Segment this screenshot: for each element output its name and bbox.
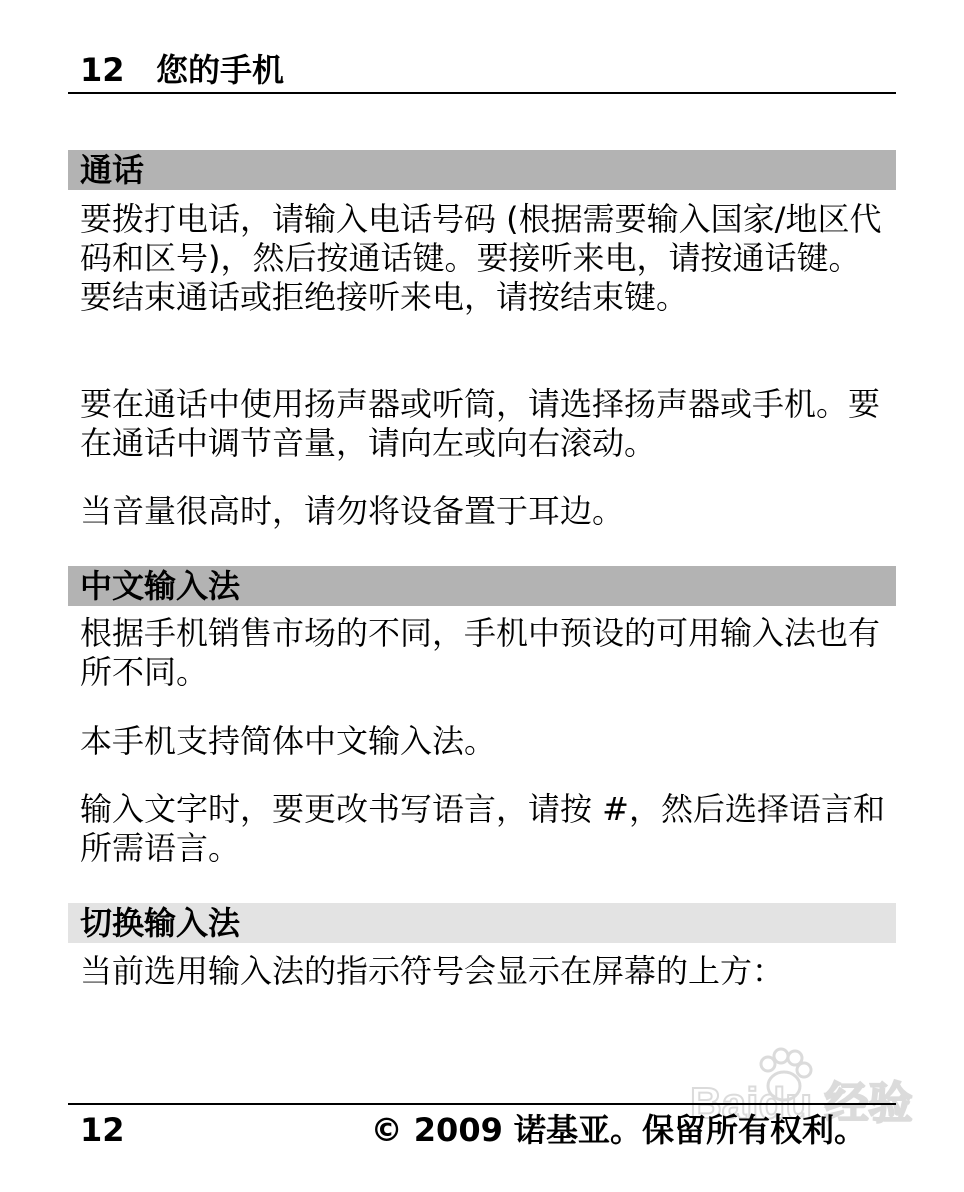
footer-page-number: 12 <box>80 1111 125 1149</box>
page-header <box>68 48 896 94</box>
section-title-switch-input: 切换输入法 <box>68 903 896 943</box>
input-paragraph-1: 根据手机销售市场的不同，手机中预设的可用输入法也有所不同。 <box>80 614 881 691</box>
switch-paragraph-1: 当前选用输入法的指示符号会显示在屏幕的上方： <box>80 952 785 990</box>
calls-paragraph-1: 要拨打电话，请输入电话号码 (根据需要输入国家/地区代码和区号)，然后按通话键。要接听来电，请按通话键。要结束通话或拒绝接听来电，请按结束键。 <box>80 200 882 316</box>
footer-copyright: © 2009 诺基亚。保留所有权利。 <box>370 1111 866 1149</box>
calls-paragraph-3: 当音量很高时，请勿将设备置于耳边。 <box>80 492 625 530</box>
header-title: 您的手机 <box>156 51 285 89</box>
page-footer <box>68 1103 896 1157</box>
header-page-number: 12 <box>80 51 125 89</box>
input-paragraph-3: 输入文字时，要更改书写语言，请按 #，然后选择语言和所需语言。 <box>80 790 885 867</box>
calls-paragraph-2: 要在通话中使用扬声器或听筒，请选择扬声器或手机。要在通话中调节音量，请向左或向右滚动。 <box>80 385 881 462</box>
input-paragraph-2: 本手机支持简体中文输入法。 <box>80 722 497 760</box>
watermark-text: Baidu 经验 <box>690 1079 913 1128</box>
section-title-chinese-input: 中文输入法 <box>68 566 896 606</box>
section-title-calls: 通话 <box>68 150 896 190</box>
